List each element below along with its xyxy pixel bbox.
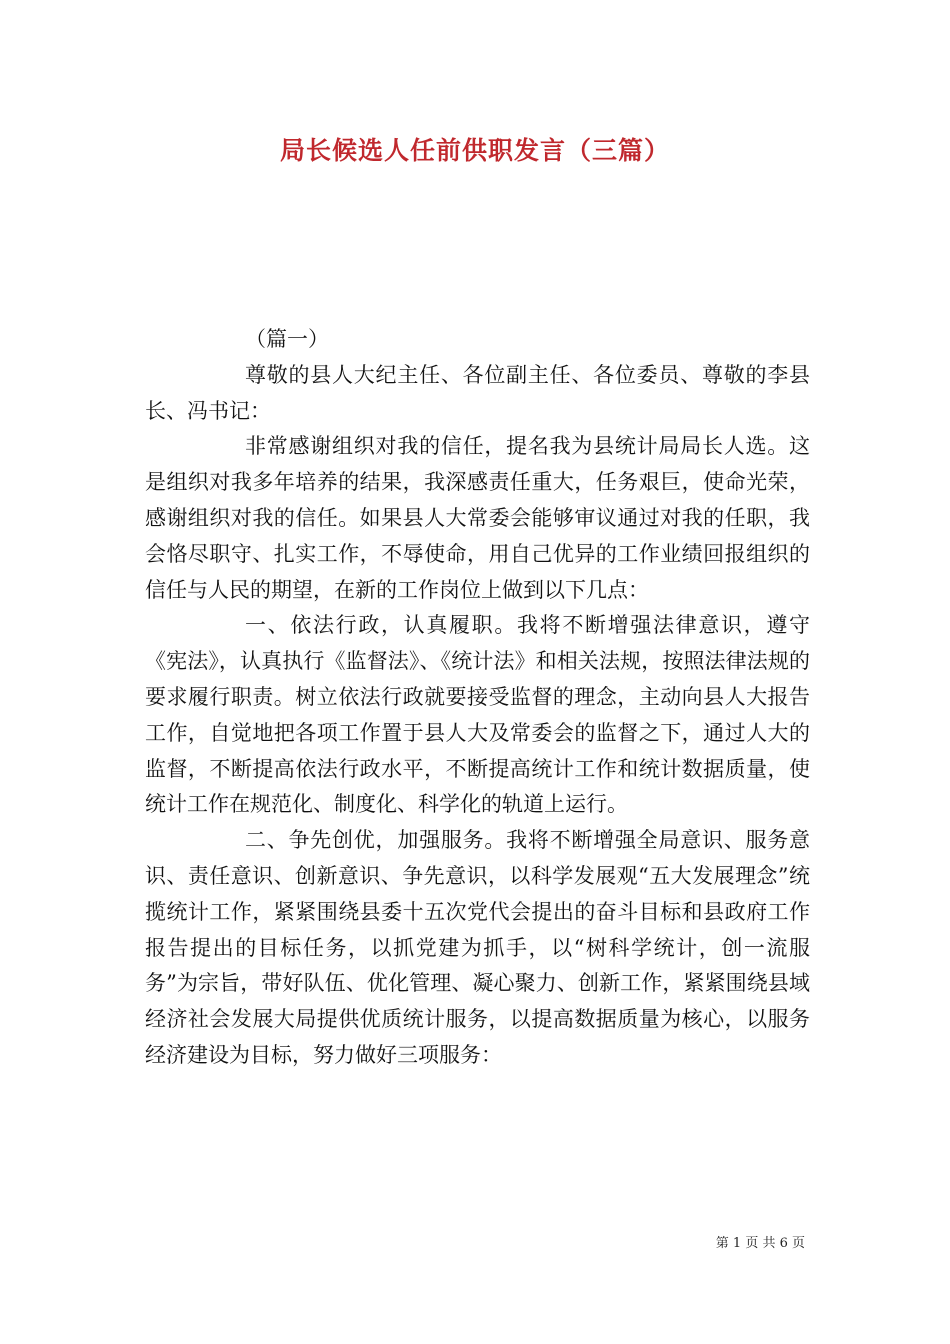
document-title: 局长候选人任前供职发言（三篇）: [279, 136, 670, 165]
body-paragraph: 非常感谢组织对我的信任，提名我为县统计局局长人选。这是组织对我多年培养的结果，我深感责任重大，任务艰巨，使命光荣，感谢组织对我的信任。如果县人大常委会能够审议通过对我的任职，我会恪尽职守、扎实工作，不辱使命，用自己优异的工作业绩回报组织的信任与人民的期望，在新的工作岗位上做到以下几点：: [145, 434, 810, 602]
body-paragraph: 二、争先创优，加强服务。我将不断增强全局意识、服务意识、责任意识、创新意识、争先意识，以科学发展观“五大发展理念”统揽统计工作，紧紧围绕县委十五次党代会提出的奋斗目标和县政府工作报告提出的目标任务，以抓党建为抓手，以“树科学统计，创一流服务”为宗旨，带好队伍、优化管理、凝心聚力、创新工作，紧紧围绕县域经济社会发展大局提供优质统计服务，以提高数据质量为核心，以服务经济建设为目标，努力做好三项服务：: [145, 828, 810, 1067]
body-paragraph: 一、依法行政，认真履职。我将不断增强法律意识，遵守《宪法》，认真执行《监督法》、《统计法》和相关法规，按照法律法规的要求履行职责。树立依法行政就要接受监督的理念，主动向县人大报告工作，自觉地把各项工作置于县人大及常委会的监督之下，通过人大的监督，不断提高依法行政水平，不断提高统计工作和统计数据质量，使统计工作在规范化、制度化、科学化的轨道上运行。: [145, 613, 810, 817]
document-body: [145, 322, 810, 1074]
section-heading: （篇一）: [245, 327, 329, 351]
salutation-paragraph: 尊敬的县人大纪主任、各位副主任、各位委员、尊敬的李县长、冯书记：: [145, 362, 810, 423]
page-number: 第 1 页 共 6 页: [715, 1236, 805, 1251]
